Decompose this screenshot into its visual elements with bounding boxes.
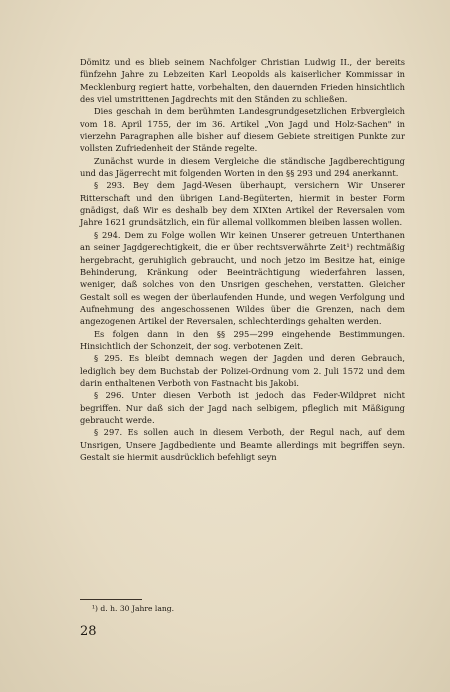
body-text <box>80 56 405 463</box>
paragraph-5: § 294. Dem zu Folge wollen Wir keinen Unserer getreuen Unterthanen an seiner Jagdgerechtigkeit, die er über rechtsverwährte Zeit¹) rechtmäßig hergebracht, geruhiglich gebraucht, und noch jetzo im Besitze hat, einige Behinderung, Kränkung oder Beeinträchtigung wiederfahren lassen, weniger, daß solches von den Unsrigen geschehen, verstatten. Gleicher Gestalt soll es wegen der überlaufenden Hunde, und wegen Verfolgung und Aufnehmung des angeschossenen Wildes über die Grenzen, nach dem angezogenen Artikel der Reversalen, schlechterdings gehalten werden. <box>80 229 405 327</box>
paragraph-7: § 295. Es bleibt demnach wegen der Jagden und deren Gebrauch, lediglich bey dem Buchstab der Polizei-Ordnung vom 2. Juli 1572 und dem darin enthaltenen Verboth von Fastnacht bis Jakobi. <box>80 353 405 388</box>
paragraph-3: Zunächst wurde in diesem Vergleiche die ständische Jagdberechtigung und das Jägerrecht mit folgenden Worten in den §§ 293 und 294 anerkannt. <box>80 155 405 179</box>
paragraph-8: § 296. Unter diesen Verboth ist jedoch das Feder-Wildpret nicht begriffen. Nur daß sich der Jagd nach selbigem, pfleglich mit Mäßigung gebraucht werde. <box>80 390 405 425</box>
paragraph-2: Dies geschah in dem berühmten Landesgrundgesetzlichen Erbvergleich vom 18. April 1755, der im 36. Artikel „Von Jagd und Holz-Sachen" in vierzehn Paragraphen alle bisher auf diesem Gebiete streitigen Punkte zur vollsten Zufriedenheit der Stände regelte. <box>80 106 405 154</box>
footnote-divider <box>80 599 142 600</box>
paragraph-9: § 297. Es sollen auch in diesem Verboth, der Regul nach, auf dem Unsrigen, Unsere Jagdbediente und Beamte allerdings mit begriffen seyn. Gestalt sie hiermit ausdrücklich befehligt seyn <box>80 427 405 462</box>
paragraph-6: Es folgen dann in den §§ 295—299 eingehende Bestimmungen. Hinsichtlich der Schonzeit, der sog. verbotenen Zeit. <box>80 328 405 351</box>
paragraph-4: § 293. Bey dem Jagd-Wesen überhaupt, versichern Wir Unserer Ritterschaft und den übrigen Land-Begüterten, hiermit in bester Form gnädigst, daß Wir es deshalb bey dem XIXten Artikel der Reversalen vom Jahre 1621 grundsätzlich, ein für allemal vollkommen bleiben lassen wollen. <box>80 180 405 228</box>
footnote: ¹) d. h. 30 Jahre lang. <box>92 604 175 613</box>
paragraph-1: Dömitz und es blieb seinem Nachfolger Christian Ludwig II., der bereits fünfzehn Jahre zu Lebzeiten Karl Leopolds als kaiserlicher Kommissar in Mecklenburg regiert hatte, vorbehalten, den dauernden Frieden hinsichtlich des viel umstrittenen Jagdrechts mit den Ständen zu schließen. <box>80 57 405 105</box>
page-number: 28 <box>80 624 97 639</box>
